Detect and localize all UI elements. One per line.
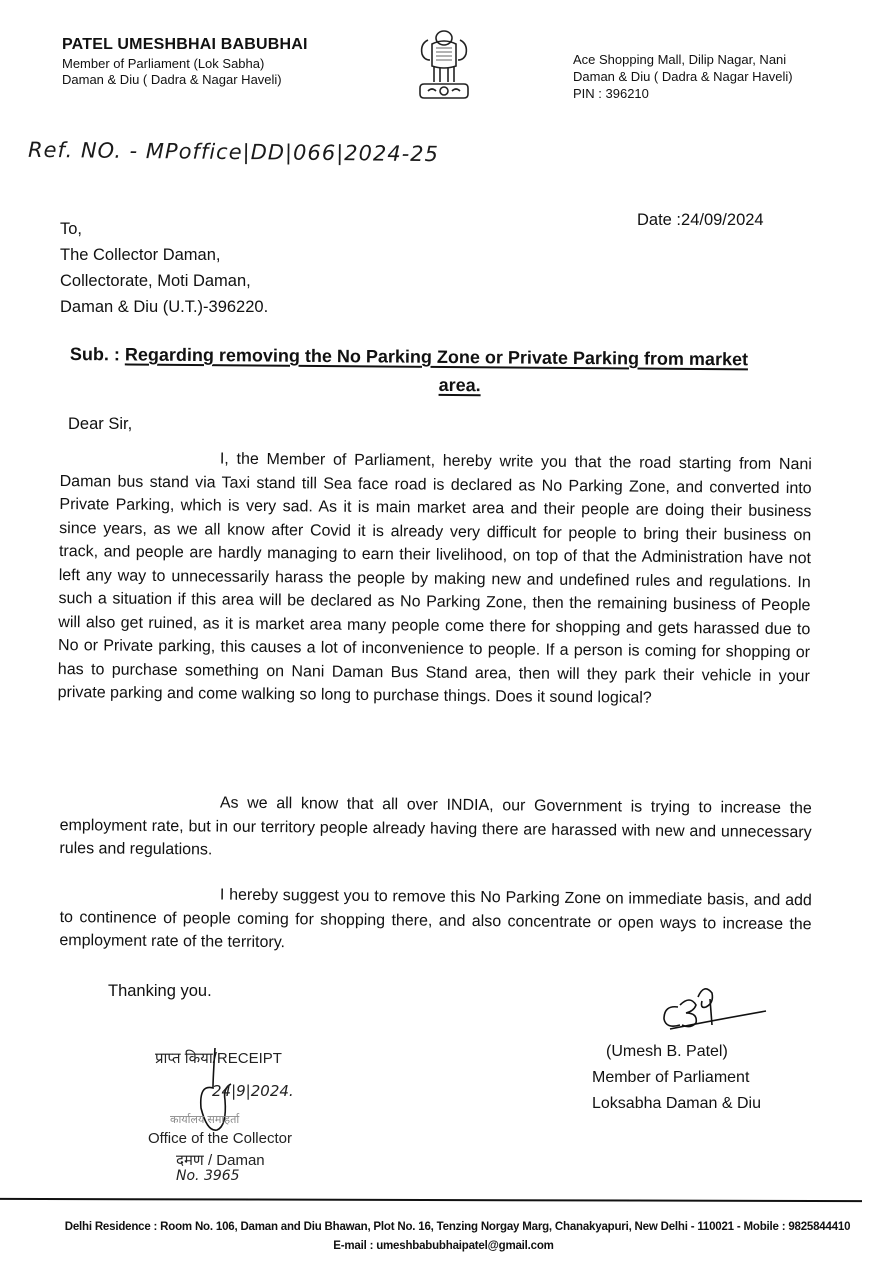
letter-date: Date :24/09/2024	[637, 211, 764, 229]
recipient-line: Collectorate, Moti Daman,	[60, 272, 251, 290]
stamp-date: 24|9|2024.	[212, 1082, 294, 1100]
stamp-number: No. 3965	[176, 1168, 240, 1184]
recipient-line: To,	[60, 220, 83, 238]
national-emblem-icon	[414, 26, 474, 104]
office-address-line2: Daman & Diu ( Dadra & Nagar Haveli)	[573, 69, 793, 84]
mp-constituency: Daman & Diu ( Dadra & Nagar Haveli)	[62, 72, 282, 87]
stamp-place: दमण / Daman	[176, 1152, 265, 1169]
footer-residence: Delhi Residence : Room No. 106, Daman and Diu Bhawan, Plot No. 16, Tenzing Norgay Marg, Chanakyapuri, New Delhi - 110021 - Mobile : 9825844410	[64, 1221, 851, 1233]
footer-divider	[0, 1198, 862, 1202]
signature-scribble	[650, 985, 770, 1035]
receipt-stamp	[140, 1040, 350, 1190]
paragraph-text: I, the Member of Parliament, hereby write you that the road starting from Nani Daman bus stand via Taxi stand till Sea face road is declared as No Parking Zone, and converted into Private Parking, which is very sad. As it is main market area and their people are doing their business since years, as we all know after Covid it is already very difficult for people to bring their business on track, and people are hardly managing to earn their livelihood, on top of that the Administration have not left any way to unnecessarily harass the people by making new and undefined rules and regulations. In such a situation if this area will be declared as No Parking Zone, then the remaining business of People will also get ruined, as it is market area many people come there for shopping and gets harassed due to No or Private parking, this causes a lot of inconvenience to people. If a person is coming for shopping or has to purchase something on Nani Daman Bus Stand area, then will they park their vehicle in your private parking and come walking so long to purchase things. Does it sound logical?	[57, 450, 812, 707]
recipient-line: The Collector Daman,	[60, 246, 221, 264]
paragraph-text: As we all know that all over INDIA, our Government is trying to increase the employment rate, but in our territory people already having there are harassed with new and unnecessary rules and regulations.	[59, 794, 812, 859]
stamp-office: Office of the Collector	[148, 1130, 292, 1147]
office-pin: PIN : 396210	[573, 86, 649, 101]
subject-text-cont: area.	[438, 374, 481, 396]
signatory-name: (Umesh B. Patel)	[606, 1043, 728, 1060]
body-paragraph-2	[59, 790, 812, 868]
mp-name: PATEL UMESHBHAI BABUBHAI	[62, 36, 308, 53]
stamp-hindi-office: कार्यालय समाहर्ता	[170, 1114, 240, 1126]
recipient-line: Daman & Diu (U.T.)-396220.	[60, 298, 269, 316]
subject-text: Regarding removing the No Parking Zone or Private Parking from market	[124, 344, 749, 370]
salutation: Dear Sir,	[68, 415, 133, 433]
footer-email[interactable]: E-mail : umeshbabubhaipatel@gmail.com	[333, 1240, 554, 1252]
signatory-designation: Member of Parliament	[592, 1069, 750, 1086]
body-paragraph-1	[58, 446, 812, 712]
stamp-header: प्राप्त किया/RECEIPT	[155, 1050, 282, 1067]
office-address-line1: Ace Shopping Mall, Dilip Nagar, Nani	[573, 52, 787, 67]
reference-number: Ref. NO. - MPoffice|DD|066|2024-25	[27, 137, 440, 167]
subject-prefix: Sub. :	[69, 343, 125, 365]
closing: Thanking you.	[108, 982, 212, 1000]
paragraph-text: I hereby suggest you to remove this No Parking Zone on immediate basis, and add to continence of people coming for shopping there, and also concentrate or open ways to increase the employment rate of the territory.	[59, 886, 812, 952]
subject-line	[70, 340, 830, 402]
mp-designation: Member of Parliament (Lok Sabha)	[62, 56, 265, 71]
signatory-constituency: Loksabha Daman & Diu	[592, 1095, 761, 1112]
body-paragraph-3	[59, 882, 812, 960]
